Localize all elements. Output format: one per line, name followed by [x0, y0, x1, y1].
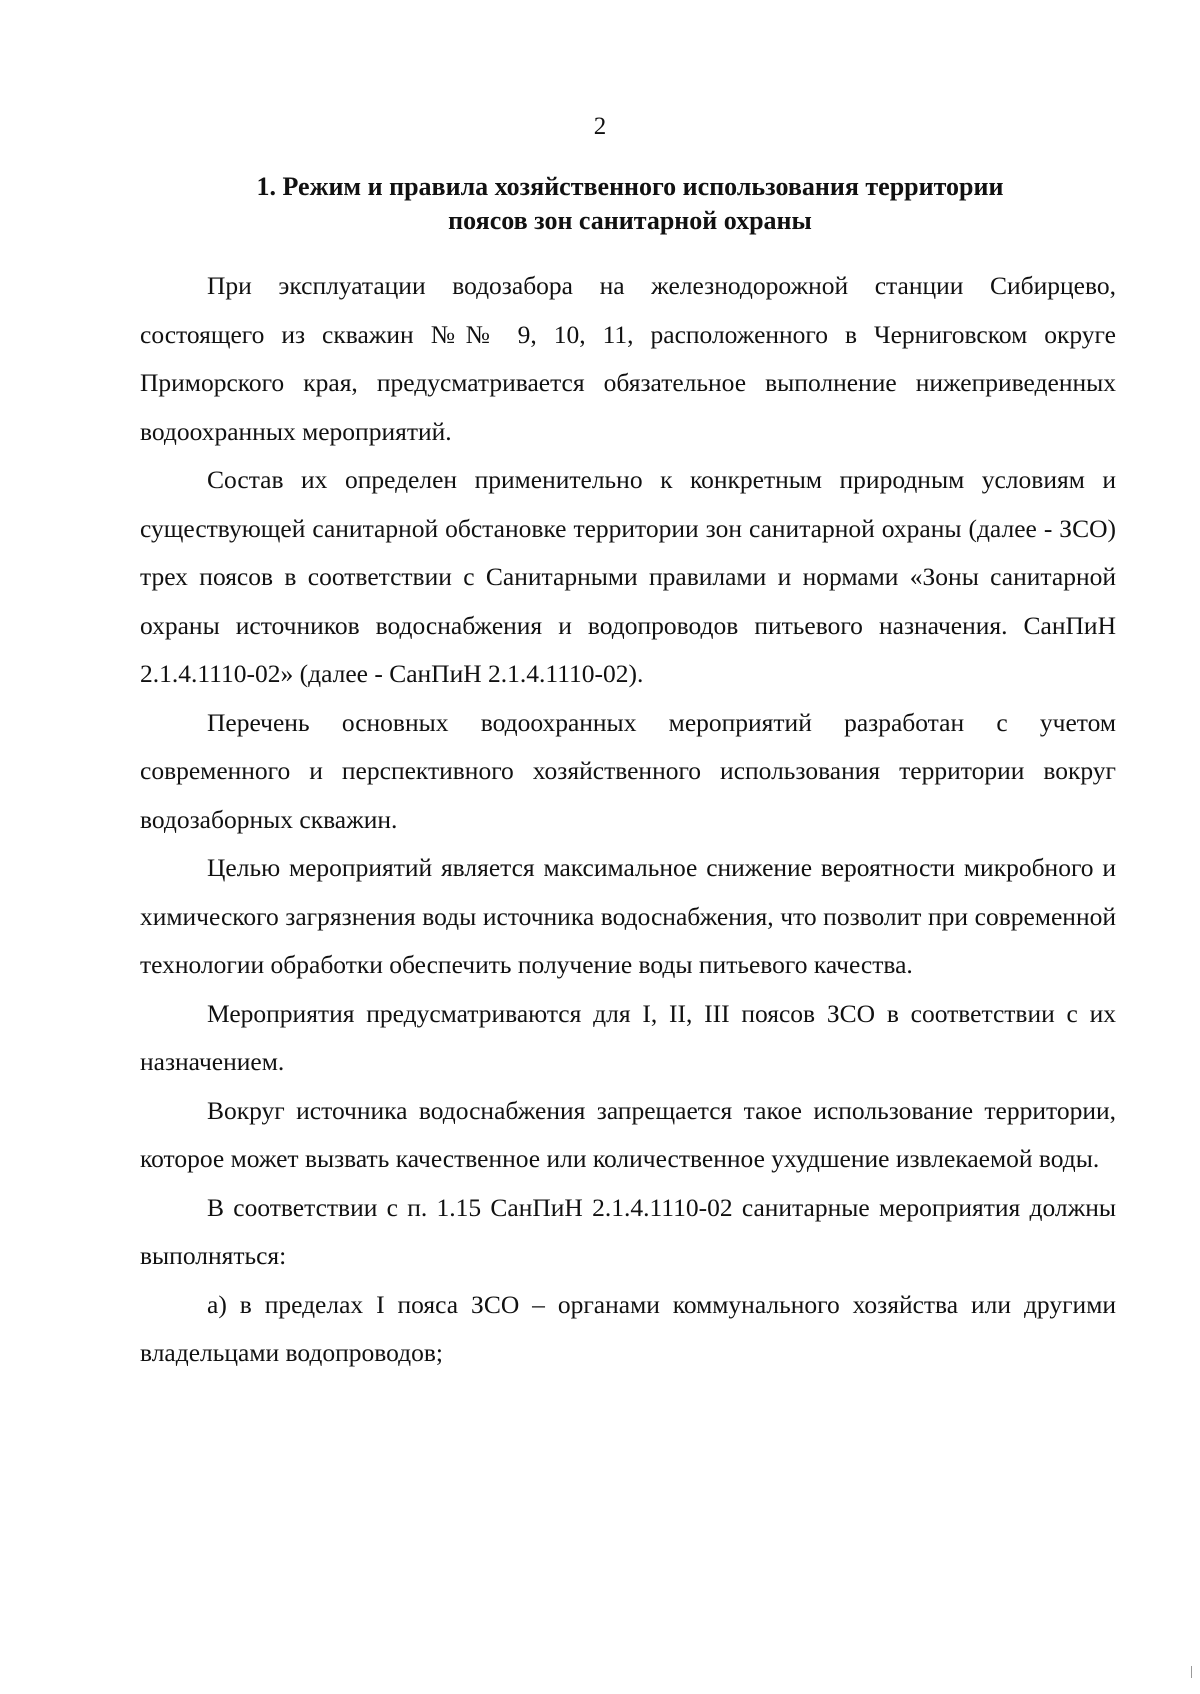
section-heading-line-2: поясов зон санитарной охраны: [448, 206, 812, 235]
section-heading: [140, 170, 1120, 238]
section-heading-line-1: 1. Режим и правила хозяйственного использования территории: [256, 172, 1004, 201]
scan-edge-mark: [1191, 1666, 1192, 1678]
paragraph-6: Вокруг источника водоснабжения запрещается такое использование территории, которое может вызвать качественное или количественное ухудшение извлекаемой воды.: [140, 1095, 1116, 1173]
paragraph-7: В соответствии с п. 1.15 СанПиН 2.1.4.1110-02 санитарные мероприятия должны выполняться:: [140, 1192, 1116, 1270]
body-text: [140, 262, 1116, 1378]
paragraph-1: При эксплуатации водозабора на железнодорожной станции Сибирцево, состоящего из скважин №№ 9, 10, 11, расположенного в Черниговском округе Приморского края, предусматривается обязательное выполнение нижеприведенных водоохранных мероприятий.: [140, 271, 1116, 446]
page-number: 2: [593, 113, 607, 140]
paragraph-4: Целью мероприятий является максимальное снижение вероятности микробного и химического загрязнения воды источника водоснабжения, что позволит при современной технологии обработки обеспечить получение воды питьевого качества.: [140, 853, 1116, 979]
paragraph-8: а) в пределах I пояса ЗСО – органами коммунального хозяйства или другими владельцами водопроводов;: [140, 1289, 1116, 1367]
paragraph-2: Состав их определен применительно к конкретным природным условиям и существующей санитарной обстановке территории зон санитарной охраны (далее - ЗСО) трех поясов в соответствии с Санитарными правилами и нормами «Зоны санитарной охраны источников водоснабжения и водопроводов питьевого назначения. СанПиН 2.1.4.1110-02» (далее - СанПиН 2.1.4.1110-02).: [140, 465, 1116, 688]
paragraph-5: Мероприятия предусматриваются для I, II, III поясов ЗСО в соответствии с их назначением.: [140, 998, 1116, 1076]
paragraph-3: Перечень основных водоохранных мероприятий разработан с учетом современного и перспективного хозяйственного использования территории вокруг водозаборных скважин.: [140, 707, 1116, 834]
